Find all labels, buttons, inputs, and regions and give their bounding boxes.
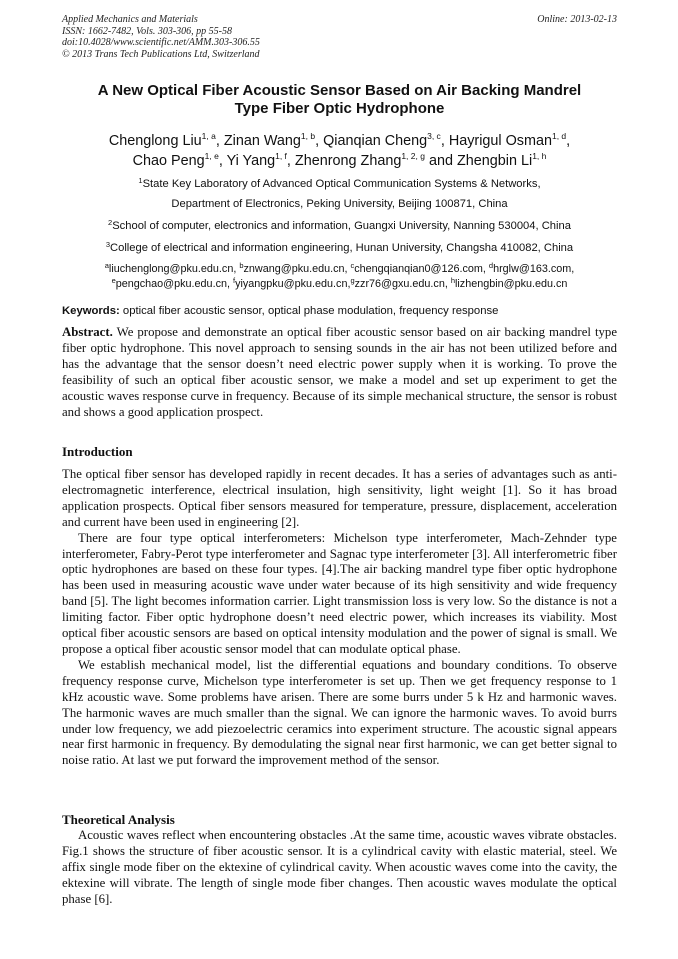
- author-list: [62, 131, 617, 171]
- author-sup: 1, f: [275, 151, 287, 161]
- online-date: Online: 2013-02-13: [537, 14, 617, 25]
- author-name: Zhenrong Zhang: [294, 153, 402, 169]
- author-name: Chao Peng: [132, 153, 205, 169]
- abstract-text: We propose and demonstrate an optical fiber acoustic sensor based on air backing mandrel type fiber optic hydrophone. This novel approach to sensing sounds in the air has not been utilized before and has the advantage that the sensor doesn’t need electric power supply when it is working. To prove the feasibility of such an optical fiber acoustic sensor, we make a model and set up experiment to get the acoustic waves response curve in frequency. Because of its simple mechanical structure, the sensor is robust and shows a good application prospect.: [62, 325, 618, 419]
- paragraph: The optical fiber sensor has developed rapidly in recent decades. It has a series of advantages such as anti-electromagnetic interference, electrical insulation, high sensitivity, light weight [1]. So it has broad application prospects. Optical fiber sensors measured for temperature, pressure, displacement, acceleration and current have been used in engineering [2].: [62, 467, 617, 529]
- email-address[interactable]: znwang@pku.edu.cn: [243, 263, 345, 275]
- paper-title: [62, 82, 617, 118]
- affiliation-2: [62, 216, 617, 236]
- email-address[interactable]: chengqianqian0@126.com: [354, 263, 483, 275]
- affiliation-text: Department of Electronics, Peking University, Beijing 100871, China: [171, 198, 508, 210]
- author-conjunction: and: [428, 153, 453, 169]
- section-heading-theoretical-analysis: Theoretical Analysis: [62, 812, 175, 827]
- author-name: Zhengbin Li: [456, 153, 533, 169]
- affiliation-text: School of computer, electronics and information, Guangxi University, Nanning 530004, China: [112, 220, 571, 232]
- author-name: Chenglong Liu: [108, 133, 202, 149]
- author-sup: 1, e: [204, 151, 219, 161]
- title-line-2: Type Fiber Optic Hydrophone: [234, 100, 445, 117]
- author-line-2: Chao Peng$^{1, e}$, Yi Yang$^{1, f}$, Zhenrong Zhang$^{1, 2, g}$ and Zhengbin Li$^{1, h}$: [132, 151, 547, 169]
- issn-line: ISSN: 1662-7482, Vols. 303-306, pp 55-58: [62, 25, 232, 37]
- affiliation-sup: 2: [108, 218, 113, 227]
- email-address[interactable]: hrglw@163.com: [493, 263, 572, 275]
- email-list: [62, 262, 617, 292]
- running-header: [62, 14, 617, 60]
- paragraph: Acoustic waves reflect when encountering obstacles .At the same time, acoustic waves vibrate obstacles. Fig.1 shows the structure of fiber acoustic sensor. It is a cylindrical cavity with elastic material, steel. We affix single mode fiber on the ektexine of cylindrical cavity. When acoustic waves come into the cavity, the ektexine will vibrate. The length of single mode fiber changes. Then acoustic waves modulate the optical phase [6].: [62, 828, 617, 906]
- affiliation-1: [62, 174, 617, 214]
- paragraph: We establish mechanical model, list the differential equations and boundary conditions. To observe frequency response curve, Michelson type interferometer is set up. Then we get frequency response to 1 kHz acoustic wave. Some problems have arisen. There are some burrs under 5 k Hz and harmonic waves. The harmonic waves are much smaller than the signal. We can ignore the harmonic waves. To avoid burrs under low frequency, we add piezoelectric ceramics into experiment structure. The acoustic signal appears near first harmonic in frequency. By demodulating the signal near first harmonic, we can get better signal to noise ratio. At last we put forward the improvement method of the sensor.: [62, 657, 617, 768]
- copyright-line: © 2013 Trans Tech Publications Ltd, Switzerland: [62, 48, 260, 60]
- author-name: Zinan Wang: [223, 133, 301, 149]
- author-sup: 1, d: [551, 131, 567, 141]
- email-address[interactable]: pengchao@pku.edu.cn: [115, 278, 227, 290]
- section-heading-introduction: Introduction: [62, 444, 133, 459]
- affiliation-3: [62, 238, 617, 258]
- email-address[interactable]: liuchenglong@pku.edu.cn: [108, 263, 234, 275]
- email-address[interactable]: lizhengbin@pku.edu.cn: [455, 278, 568, 290]
- author-sup: 1, b: [300, 131, 316, 141]
- email-address[interactable]: yiyangpku@pku.edu.cn: [235, 278, 348, 290]
- title-line-1: A New Optical Fiber Acoustic Sensor Based on Air Backing Mandrel: [97, 82, 582, 99]
- doi-line: doi:10.4028/www.scientific.net/AMM.303-306.55: [62, 37, 260, 48]
- introduction-body: [62, 467, 617, 769]
- affiliation-sup: 1: [138, 176, 143, 185]
- author-name: Hayrigul Osman: [448, 133, 552, 149]
- affiliation-text: College of electrical and information engineering, Hunan University, Changsha 410082, China: [110, 242, 574, 254]
- affiliation-sup: 3: [105, 240, 111, 249]
- abstract: [62, 325, 617, 420]
- author-name: Qianqian Cheng: [323, 133, 428, 149]
- theoretical-body: [62, 828, 617, 908]
- keywords-text: optical fiber acoustic sensor, optical phase modulation, frequency response: [122, 305, 499, 317]
- paragraph: There are four type optical interferometers: Michelson type interferometer, Mach-Zehnder type interferometer, Fabry-Perot type interferometer and Sagnac type interferometer [3]. All interferometric fiber optic hydrophones are based on these four types. [4].The air backing mandrel type fiber optic hydrophone has been used in measuring acoustic wave under water because of its high sensitivity and wide frequency band [5]. The light becomes information carrier. Light transmission loss is very low. So the distance is not a limiting factor. Fiber optic hydrophone doesn’t need electric power, which increases its viability. Most optical fiber acoustic sensors are based on optical intensity modulation and the power of signal is small. We propose a optical fiber acoustic sensor model that can modulate optical phase.: [62, 530, 617, 656]
- author-sup: 1, h: [532, 151, 547, 161]
- affiliation-text: State Key Laboratory of Advanced Optical Communication Systems & Networks,: [142, 178, 541, 190]
- author-sup: 3, c: [427, 131, 441, 141]
- keywords-label: Keywords:: [62, 305, 120, 317]
- abstract-label: Abstract.: [62, 325, 113, 339]
- author-line-1: Chenglong Liu$^{1, a}$, Zinan Wang$^{1, b}$, Qianqian Cheng$^{3, c}$, Hayrigul Osman$^{1, d}$,: [108, 131, 571, 149]
- author-sup: 1, a: [201, 131, 216, 141]
- author-sup: 1, 2, g: [401, 151, 425, 161]
- email-line-1: $^a$liuchenglong@pku.edu.cn, $^b$znwang@pku.edu.cn, $^c$chengqianqian0@126.com, $^d$hrglw@163.com,: [104, 261, 575, 275]
- author-name: Yi Yang: [226, 153, 276, 169]
- keywords: [62, 304, 617, 319]
- email-line-2: $^e$pengchao@pku.edu.cn, $^f$yiyangpku@pku.edu.cn,$^g$zzr76@gxu.edu.cn, $^h$lizhengbin@pku.edu.cn: [111, 276, 568, 290]
- journal-name: Applied Mechanics and Materials: [62, 14, 198, 25]
- email-address[interactable]: zzr76@gxu.edu.cn: [354, 278, 445, 290]
